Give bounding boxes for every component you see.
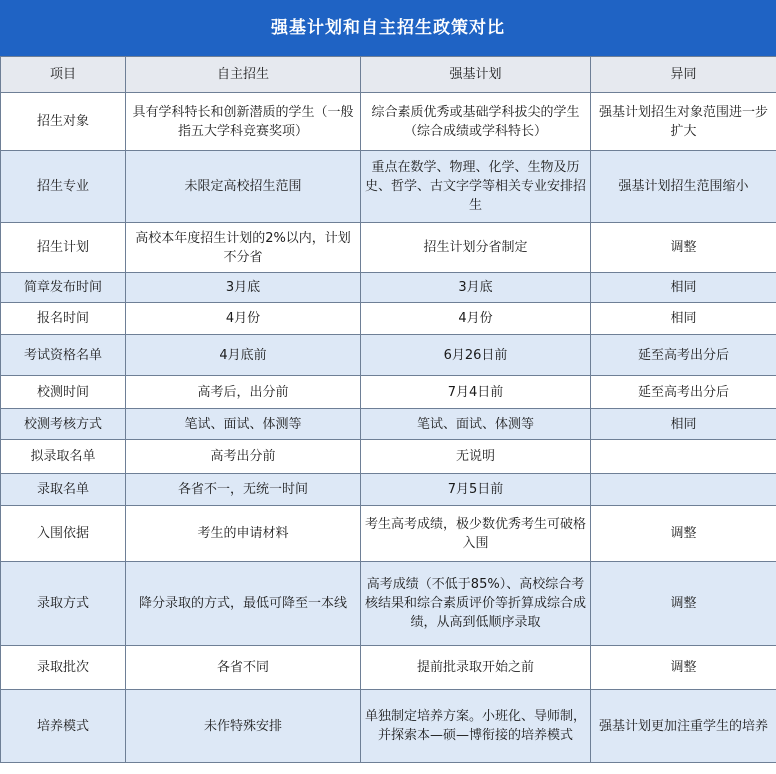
row-diff xyxy=(591,474,776,506)
row-zizhu: 4月份 xyxy=(126,303,361,335)
header-cell: 异同 xyxy=(591,57,776,93)
table-row xyxy=(1,646,776,690)
header-cell: 自主招生 xyxy=(126,57,361,93)
row-zizhu: 高考出分前 xyxy=(126,440,361,474)
row-qiangji: 招生计划分省制定 xyxy=(361,223,591,273)
row-item: 录取批次 xyxy=(1,646,126,690)
page-title: 强基计划和自主招生政策对比 xyxy=(0,0,776,56)
row-diff: 相同 xyxy=(591,409,776,440)
row-zizhu: 3月底 xyxy=(126,273,361,303)
row-diff: 调整 xyxy=(591,646,776,690)
row-zizhu: 笔试、面试、体测等 xyxy=(126,409,361,440)
row-qiangji: 7月4日前 xyxy=(361,376,591,409)
table-row xyxy=(1,151,776,223)
row-diff: 调整 xyxy=(591,223,776,273)
row-zizhu: 高考后，出分前 xyxy=(126,376,361,409)
row-qiangji: 4月份 xyxy=(361,303,591,335)
row-diff xyxy=(591,440,776,474)
row-zizhu: 降分录取的方式，最低可降至一本线 xyxy=(126,562,361,646)
row-diff: 强基计划招生对象范围进一步扩大 xyxy=(591,93,776,151)
row-item: 招生专业 xyxy=(1,151,126,223)
row-item: 培养模式 xyxy=(1,690,126,763)
table-row xyxy=(1,223,776,273)
row-qiangji: 6月26日前 xyxy=(361,335,591,376)
row-diff: 强基计划招生范围缩小 xyxy=(591,151,776,223)
row-zizhu: 未作特殊安排 xyxy=(126,690,361,763)
table-row xyxy=(1,376,776,409)
table-row xyxy=(1,273,776,303)
row-qiangji: 无说明 xyxy=(361,440,591,474)
row-diff: 延至高考出分后 xyxy=(591,335,776,376)
row-qiangji: 综合素质优秀或基础学科拔尖的学生（综合成绩或学科特长） xyxy=(361,93,591,151)
table-row xyxy=(1,474,776,506)
row-diff: 相同 xyxy=(591,273,776,303)
table-row xyxy=(1,335,776,376)
row-zizhu: 具有学科特长和创新潜质的学生（一般指五大学科竞赛奖项） xyxy=(126,93,361,151)
row-qiangji: 7月5日前 xyxy=(361,474,591,506)
row-qiangji: 3月底 xyxy=(361,273,591,303)
row-item: 考试资格名单 xyxy=(1,335,126,376)
row-item: 拟录取名单 xyxy=(1,440,126,474)
row-item: 校测考核方式 xyxy=(1,409,126,440)
row-item: 报名时间 xyxy=(1,303,126,335)
row-qiangji: 单独制定培养方案。小班化、导师制，并探索本—硕—博衔接的培养模式 xyxy=(361,690,591,763)
row-item: 简章发布时间 xyxy=(1,273,126,303)
comparison-table xyxy=(0,56,776,763)
table-row xyxy=(1,440,776,474)
row-zizhu: 4月底前 xyxy=(126,335,361,376)
row-diff: 相同 xyxy=(591,303,776,335)
row-item: 校测时间 xyxy=(1,376,126,409)
row-qiangji: 重点在数学、物理、化学、生物及历史、哲学、古文字学等相关专业安排招生 xyxy=(361,151,591,223)
row-item: 录取方式 xyxy=(1,562,126,646)
row-diff: 调整 xyxy=(591,506,776,562)
table-row xyxy=(1,562,776,646)
table-header-row xyxy=(1,57,776,93)
table-row xyxy=(1,690,776,763)
table-row xyxy=(1,409,776,440)
row-zizhu: 未限定高校招生范围 xyxy=(126,151,361,223)
header-cell: 强基计划 xyxy=(361,57,591,93)
row-diff: 强基计划更加注重学生的培养 xyxy=(591,690,776,763)
row-diff: 延至高考出分后 xyxy=(591,376,776,409)
row-zizhu: 各省不同 xyxy=(126,646,361,690)
row-qiangji: 提前批录取开始之前 xyxy=(361,646,591,690)
row-qiangji: 笔试、面试、体测等 xyxy=(361,409,591,440)
row-zizhu: 各省不一，无统一时间 xyxy=(126,474,361,506)
row-diff: 调整 xyxy=(591,562,776,646)
table-row xyxy=(1,506,776,562)
table-row xyxy=(1,303,776,335)
row-qiangji: 考生高考成绩，极少数优秀考生可破格入围 xyxy=(361,506,591,562)
header-cell: 项目 xyxy=(1,57,126,93)
row-zizhu: 高校本年度招生计划的2%以内，计划不分省 xyxy=(126,223,361,273)
row-zizhu: 考生的申请材料 xyxy=(126,506,361,562)
row-item: 录取名单 xyxy=(1,474,126,506)
row-qiangji: 高考成绩（不低于85%）、高校综合考核结果和综合素质评价等折算成综合成绩，从高到低顺序录取 xyxy=(361,562,591,646)
row-item: 招生计划 xyxy=(1,223,126,273)
table-row xyxy=(1,93,776,151)
row-item: 招生对象 xyxy=(1,93,126,151)
row-item: 入围依据 xyxy=(1,506,126,562)
